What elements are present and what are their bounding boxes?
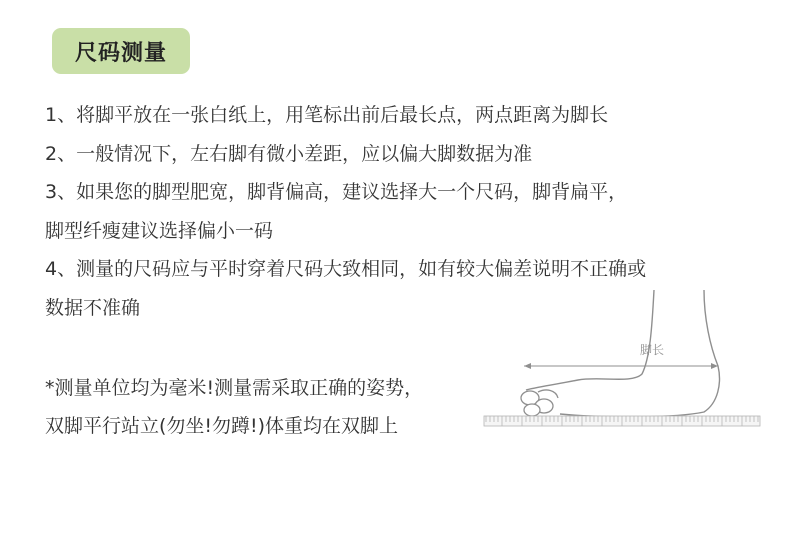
foot-length-label: 脚长 <box>639 343 665 357</box>
section-title: 尺码测量 <box>74 40 167 66</box>
instruction-line: 3、如果您的脚型肥宽，脚背偏高，建议选择大一个尺码，脚背扁平， <box>45 181 628 203</box>
section-title-badge <box>52 28 190 74</box>
instruction-line: 脚型纤瘦建议选择偏小一码 <box>45 219 274 242</box>
instruction-line: 1、将脚平放在一张白纸上，用笔标出前后最长点，两点距离为脚长 <box>45 104 609 126</box>
note-line: *测量单位均为毫米!测量需采取正确的姿势， <box>45 377 424 399</box>
measurement-note <box>45 369 485 445</box>
instruction-line: 4、测量的尺码应与平时穿着尺码大致相同，如有较大偏差说明不正确或 <box>45 258 647 280</box>
instruction-line: 数据不准确 <box>45 296 141 319</box>
instruction-line: 2、一般情况下，左右脚有微小差距，应以偏大脚数据为准 <box>45 142 533 165</box>
foot-measurement-icon <box>482 288 762 438</box>
note-line: 双脚平行站立(勿坐!勿蹲!)体重均在双脚上 <box>45 415 399 437</box>
